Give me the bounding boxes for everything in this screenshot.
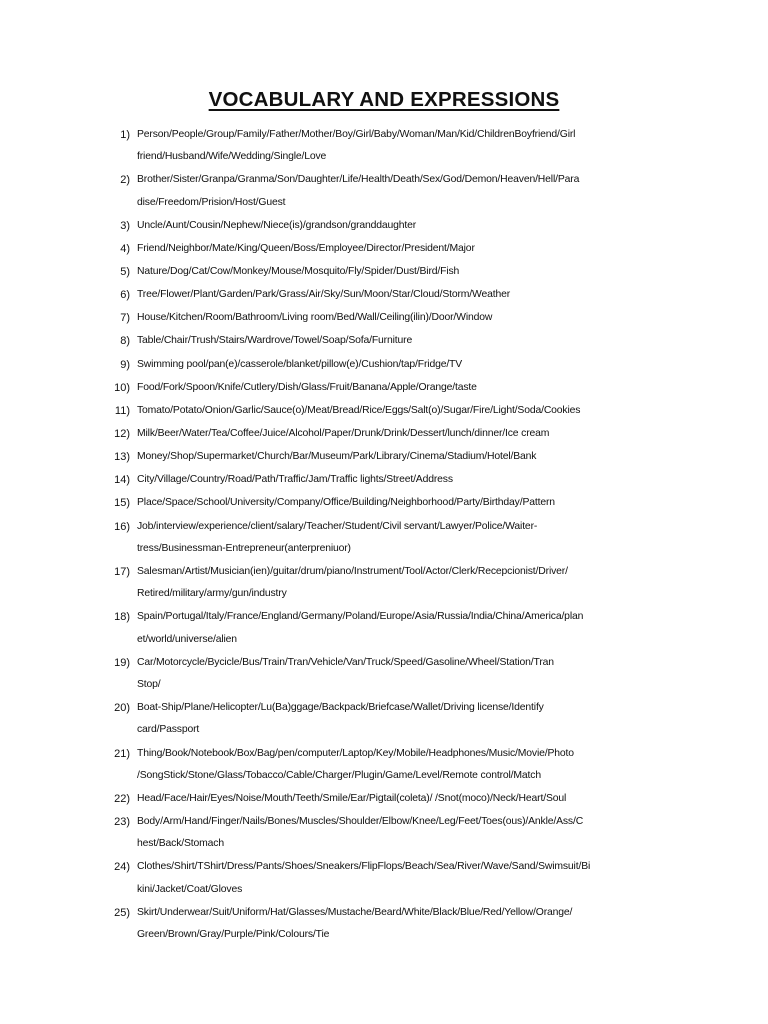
item-text-line: Boat-Ship/Plane/Helicopter/Lu(Ba)ggage/Backpack/Briefcase/Wallet/Driving license/Identify (137, 702, 544, 714)
item-text-line: Tree/Flower/Plant/Garden/Park/Grass/Air/Sky/Sun/Moon/Star/Cloud/Storm/Weather (137, 289, 511, 301)
item-text-line: Car/Motorcycle/Bycicle/Bus/Train/Tran/Vehicle/Van/Truck/Speed/Gasoline/Wheel/Station/Tran (137, 656, 554, 668)
item-text-line: Head/Face/Hair/Eyes/Noise/Mouth/Teeth/Smile/Ear/Pigtail(coleta)/ /Snot(moco)/Neck/Heart/Soul (137, 792, 567, 804)
item-number: 25) (114, 906, 130, 919)
list-item (0, 307, 768, 329)
item-number: 23) (114, 816, 130, 829)
item-text-line: tress/Businessman-Entrepreneur(anterpreniuor) (137, 542, 351, 554)
item-text-line: City/Village/Country/Road/Path/Traffic/Jam/Traffic lights/Street/Address (137, 474, 453, 486)
item-number: 7) (120, 312, 130, 325)
list-item (0, 238, 768, 260)
item-number: 19) (114, 656, 130, 669)
item-text-line: Money/Shop/Supermarket/Church/Bar/Museum/Park/Library/Cinema/Stadium/Hotel/Bank (137, 451, 537, 463)
list-item (0, 261, 768, 283)
list-item (0, 606, 768, 651)
list-item (0, 377, 768, 399)
item-number: 17) (114, 566, 130, 578)
list-item (0, 902, 768, 947)
item-text-line: Stop/ (137, 679, 161, 691)
page-title: VOCABULARY AND EXPRESSIONS (208, 88, 560, 111)
item-text-line: Uncle/Aunt/Cousin/Nephew/Niece(is)/grandson/granddaughter (137, 219, 417, 231)
item-text-line: Skirt/Underwear/Suit/Uniform/Hat/Glasses/Mustache/Beard/White/Black/Blue/Red/Yellow/Orange/ (137, 906, 573, 918)
vocabulary-list (0, 124, 768, 947)
item-number: 6) (120, 289, 130, 302)
item-text-line: House/Kitchen/Room/Bathroom/Living room/Bed/Wall/Ceiling(ilin)/Door/Window (137, 312, 493, 324)
list-item (0, 469, 768, 491)
list-item (0, 423, 768, 445)
item-text-line: Tomato/Potato/Onion/Garlic/Sauce(o)/Meat/Bread/Rice/Eggs/Salt(o)/Sugar/Fire/Light/Soda/Cookies (137, 404, 581, 416)
list-item (0, 516, 768, 561)
item-number: 12) (114, 428, 130, 441)
item-text-line: hest/Back/Stomach (137, 838, 224, 850)
item-text-line: et/world/universe/alien (137, 633, 237, 645)
item-text-line: Retired/military/army/gun/industry (137, 588, 287, 600)
list-item (0, 169, 768, 214)
item-text-line: Swimming pool/pan(e)/casserole/blanket/pillow(e)/Cushion/tap/Fridge/TV (137, 358, 463, 370)
item-text-line: Friend/Neighbor/Mate/King/Queen/Boss/Employee/Director/President/Major (137, 242, 475, 254)
item-text-line: Person/People/Group/Family/Father/Mother/Boy/Girl/Baby/Woman/Man/Kid/ChildrenBoyfriend/Girl (137, 129, 576, 140)
item-number: 5) (120, 266, 130, 279)
list-item (0, 124, 768, 169)
item-number: 21) (114, 747, 130, 760)
item-text-line: Salesman/Artist/Musician(ien)/guitar/drum/piano/Instrument/Tool/Actor/Clerk/Recepcionist/Driver/ (137, 566, 568, 577)
item-number: 8) (120, 335, 130, 348)
item-number: 3) (120, 219, 130, 232)
item-text-line: Clothes/Shirt/TShirt/Dress/Pants/Shoes/Sneakers/FlipFlops/Beach/Sea/River/Wave/Sand/Swimsuit/Bi (137, 861, 591, 873)
list-item (0, 330, 768, 352)
item-number: 16) (114, 520, 130, 533)
item-text-line: Green/Brown/Gray/Purple/Pink/Colours/Tie (137, 929, 330, 941)
item-text-line: Brother/Sister/Granpa/Granma/Son/Daughter/Life/Health/Death/Sex/God/Demon/Heaven/Hell/Para (137, 174, 580, 186)
item-number: 18) (114, 611, 130, 624)
item-number: 1) (120, 129, 130, 141)
list-item (0, 446, 768, 468)
list-item (0, 561, 768, 606)
item-number: 14) (114, 474, 130, 487)
item-text-line: Body/Arm/Hand/Finger/Nails/Bones/Muscles/Shoulder/Elbow/Knee/Leg/Feet/Toes(ous)/Ankle/Ass/C (137, 816, 584, 828)
item-text-line: dise/Freedom/Prision/Host/Guest (137, 196, 286, 208)
item-number: 10) (114, 381, 130, 394)
list-item (0, 788, 768, 810)
item-number: 22) (114, 792, 130, 805)
list-item (0, 284, 768, 306)
item-text-line: Job/interview/experience/client/salary/Teacher/Student/Civil servant/Lawyer/Police/Waiter- (137, 520, 538, 532)
list-item (0, 856, 768, 901)
list-item (0, 811, 768, 856)
item-text-line: Food/Fork/Spoon/Knife/Cutlery/Dish/Glass/Fruit/Banana/Apple/Orange/taste (137, 381, 477, 393)
item-text-line: friend/Husband/Wife/Wedding/Single/Love (137, 151, 327, 163)
list-item (0, 652, 768, 697)
item-text-line: Nature/Dog/Cat/Cow/Monkey/Mouse/Mosquito/Fly/Spider/Dust/Bird/Fish (137, 266, 460, 278)
item-text-line: kini/Jacket/Coat/Gloves (137, 883, 243, 895)
item-text-line: Place/Space/School/University/Company/Office/Building/Neighborhood/Party/Birthday/Pattern (137, 497, 555, 509)
list-item (0, 215, 768, 237)
item-number: 15) (114, 497, 130, 510)
item-number: 9) (120, 358, 130, 371)
list-item (0, 743, 768, 788)
item-text-line: card/Passport (137, 724, 200, 736)
item-text-line: Table/Chair/Trush/Stairs/Wardrove/Towel/Soap/Sofa/Furniture (137, 335, 413, 347)
list-item (0, 400, 768, 422)
item-text-line: Spain/Portugal/Italy/France/England/Germany/Poland/Europe/Asia/Russia/India/China/America/plan (137, 611, 584, 623)
list-item (0, 354, 768, 376)
item-number: 13) (114, 451, 130, 464)
list-item (0, 492, 768, 514)
item-number: 24) (114, 861, 130, 874)
item-number: 4) (120, 242, 130, 255)
item-number: 11) (114, 404, 130, 417)
item-number: 2) (120, 174, 130, 187)
item-text-line: Milk/Beer/Water/Tea/Coffee/Juice/Alcohol/Paper/Drunk/Drink/Dessert/lunch/dinner/Ice cream (137, 428, 550, 440)
list-item (0, 697, 768, 742)
item-text-line: /SongStick/Stone/Glass/Tobacco/Cable/Charger/Plugin/Game/Level/Remote control/Match (137, 769, 541, 781)
item-number: 20) (114, 702, 130, 715)
item-text-line: Thing/Book/Notebook/Box/Bag/pen/computer/Laptop/Key/Mobile/Headphones/Music/Movie/Photo (137, 747, 574, 759)
